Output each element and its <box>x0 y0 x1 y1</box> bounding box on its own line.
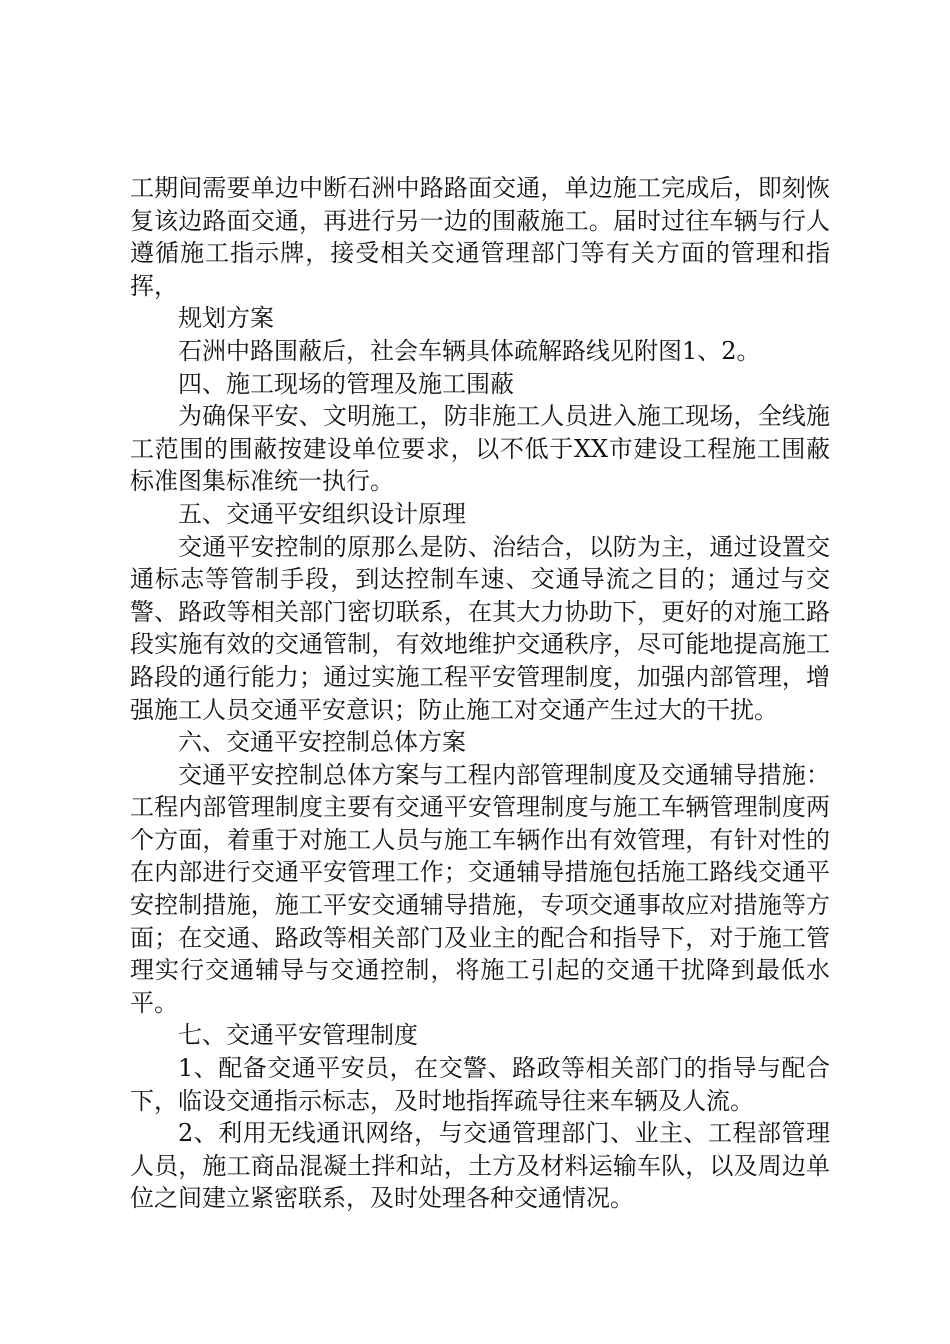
paragraph-section-5: 交通平安控制的原那么是防、治结合，以防为主，通过设置交通标志等管制手段，到达控制车速、交通导流之目的；通过与交警、路政等相关部门密切联系，在其大力协助下，更好的对施工路段实施有效的交通管制，有效地维护交通秩序，尽可能地提高施工路段的通行能力；通过实施工程平安管理制度，加强内部管理，增强施工人员交通平安意识；防止施工对交通产生过大的干扰。 <box>130 532 830 724</box>
heading-planning-scheme: 规划方案 <box>178 304 274 333</box>
heading-section-4: 四、施工现场的管理及施工围蔽 <box>178 369 514 398</box>
paragraph-rule-2: 2、利用无线通讯网络，与交通管理部门、业主、工程部管理人员，施工商品混凝土拌和站，土方及材料运输车队，以及周边单位之间建立紧密联系，及时处理各种交通情况。 <box>130 1119 830 1213</box>
heading-section-6: 六、交通平安控制总体方案 <box>178 728 466 757</box>
paragraph-rule-1: 1、配备交通平安员，在交警、路政等相关部门的指导与配合下，临设交通指示标志，及时地指挥疏导往来车辆及人流。 <box>130 1054 830 1115</box>
paragraph-detour-route: 石洲中路围蔽后，社会车辆具体疏解路线见附图1、2。 <box>178 336 761 365</box>
paragraph-section-6: 交通平安控制总体方案与工程内部管理制度及交通辅导措施：工程内部管理制度主要有交通平安管理制度与施工车辆管理制度两个方面，着重于对施工人员与施工车辆作出有效管理，有针对性的在内部进行交通平安管理工作；交通辅导措施包括施工路线交通平安控制措施，施工平安交通辅导措施，专项交通事故应对措施等方面；在交通、路政等相关部门及业主的配合和指导下，对于施工管理实行交通辅导与交通控制，将施工引起的交通干扰降到最低水平。 <box>130 760 830 1017</box>
heading-section-5: 五、交通平安组织设计原理 <box>178 499 466 528</box>
paragraph-section-4: 为确保平安、文明施工，防非施工人员进入施工现场，全线施工范围的围蔽按建设单位要求，以不低于XX市建设工程施工围蔽标准图集标准统一执行。 <box>130 402 830 496</box>
heading-section-7: 七、交通平安管理制度 <box>178 1021 418 1050</box>
paragraph-continuation: 工期间需要单边中断石洲中路路面交通，单边施工完成后，即刻恢复该边路面交通，再进行另一边的围蔽施工。届时过往车辆与行人遵循施工指示牌，接受相关交通管理部门等有关方面的管理和指挥， <box>130 174 830 300</box>
document-body <box>130 172 830 1215</box>
